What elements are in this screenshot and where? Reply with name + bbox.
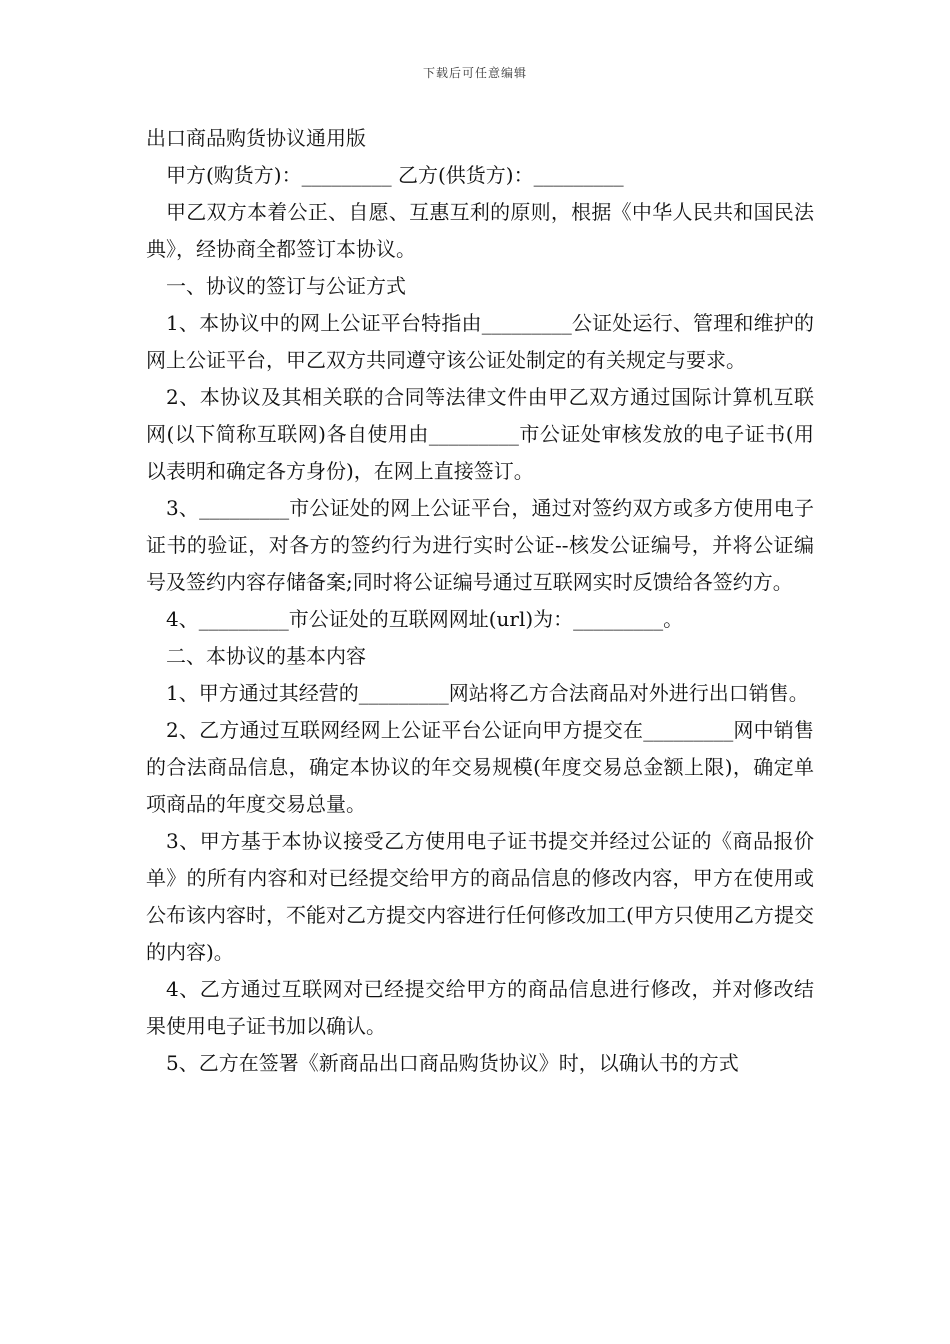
parties-line: 甲方(购货方)：_________ 乙方(供货方)：_________ (166, 163, 624, 187)
paragraph-preamble: 甲乙双方本着公正、自愿、互惠互利的原则，根据《中华人民共和国民法典》，经协商全都签订本协议。 (146, 200, 814, 261)
clause-2-5: 5、乙方在签署《新商品出口商品购货协议》时，以确认书的方式 (166, 1051, 739, 1075)
document-body (146, 120, 814, 1082)
section-heading-2: 二、本协议的基本内容 (166, 644, 366, 668)
section-heading-1: 一、协议的签订与公证方式 (166, 274, 406, 298)
clause-2-1: 1、甲方通过其经营的_________网站将乙方合法商品对外进行出口销售。 (166, 681, 809, 705)
clause-2-4: 4、乙方通过互联网对已经提交给甲方的商品信息进行修改，并对修改结果使用电子证书加以确认。 (146, 977, 814, 1038)
clause-2-2: 2、乙方通过互联网经网上公证平台公证向甲方提交在_________网中销售的合法商品信息，确定本协议的年交易规模(年度交易总金额上限)，确定单项商品的年度交易总量。 (146, 718, 814, 816)
document-title: 出口商品购货协议通用版 (146, 126, 366, 150)
clause-1-1: 1、本协议中的网上公证平台特指由_________公证处运行、管理和维护的网上公证平台，甲乙双方共同遵守该公证处制定的有关规定与要求。 (146, 311, 814, 372)
header-note: 下载后可任意编辑 (422, 66, 527, 80)
clause-1-3: 3、_________市公证处的网上公证平台，通过对签约双方或多方使用电子证书的验证，对各方的签约行为进行实时公证--核发公证编号，并将公证编号及签约内容存储备案;同时将公证编号通过互联网实时反馈给各签约方。 (146, 496, 814, 594)
clause-1-2: 2、本协议及其相关联的合同等法律文件由甲乙双方通过国际计算机互联网(以下简称互联网)各自使用由_________市公证处审核发放的电子证书(用以表明和确定各方身份)，在网上直接签订。 (146, 385, 814, 483)
clause-1-4: 4、_________市公证处的互联网网址(url)为：_________。 (166, 607, 684, 631)
clause-2-3: 3、甲方基于本协议接受乙方使用电子证书提交并经过公证的《商品报价单》的所有内容和对已经提交给甲方的商品信息的修改内容，甲方在使用或公布该内容时，不能对乙方提交内容进行任何修改加工(甲方只使用乙方提交的内容)。 (146, 829, 814, 964)
